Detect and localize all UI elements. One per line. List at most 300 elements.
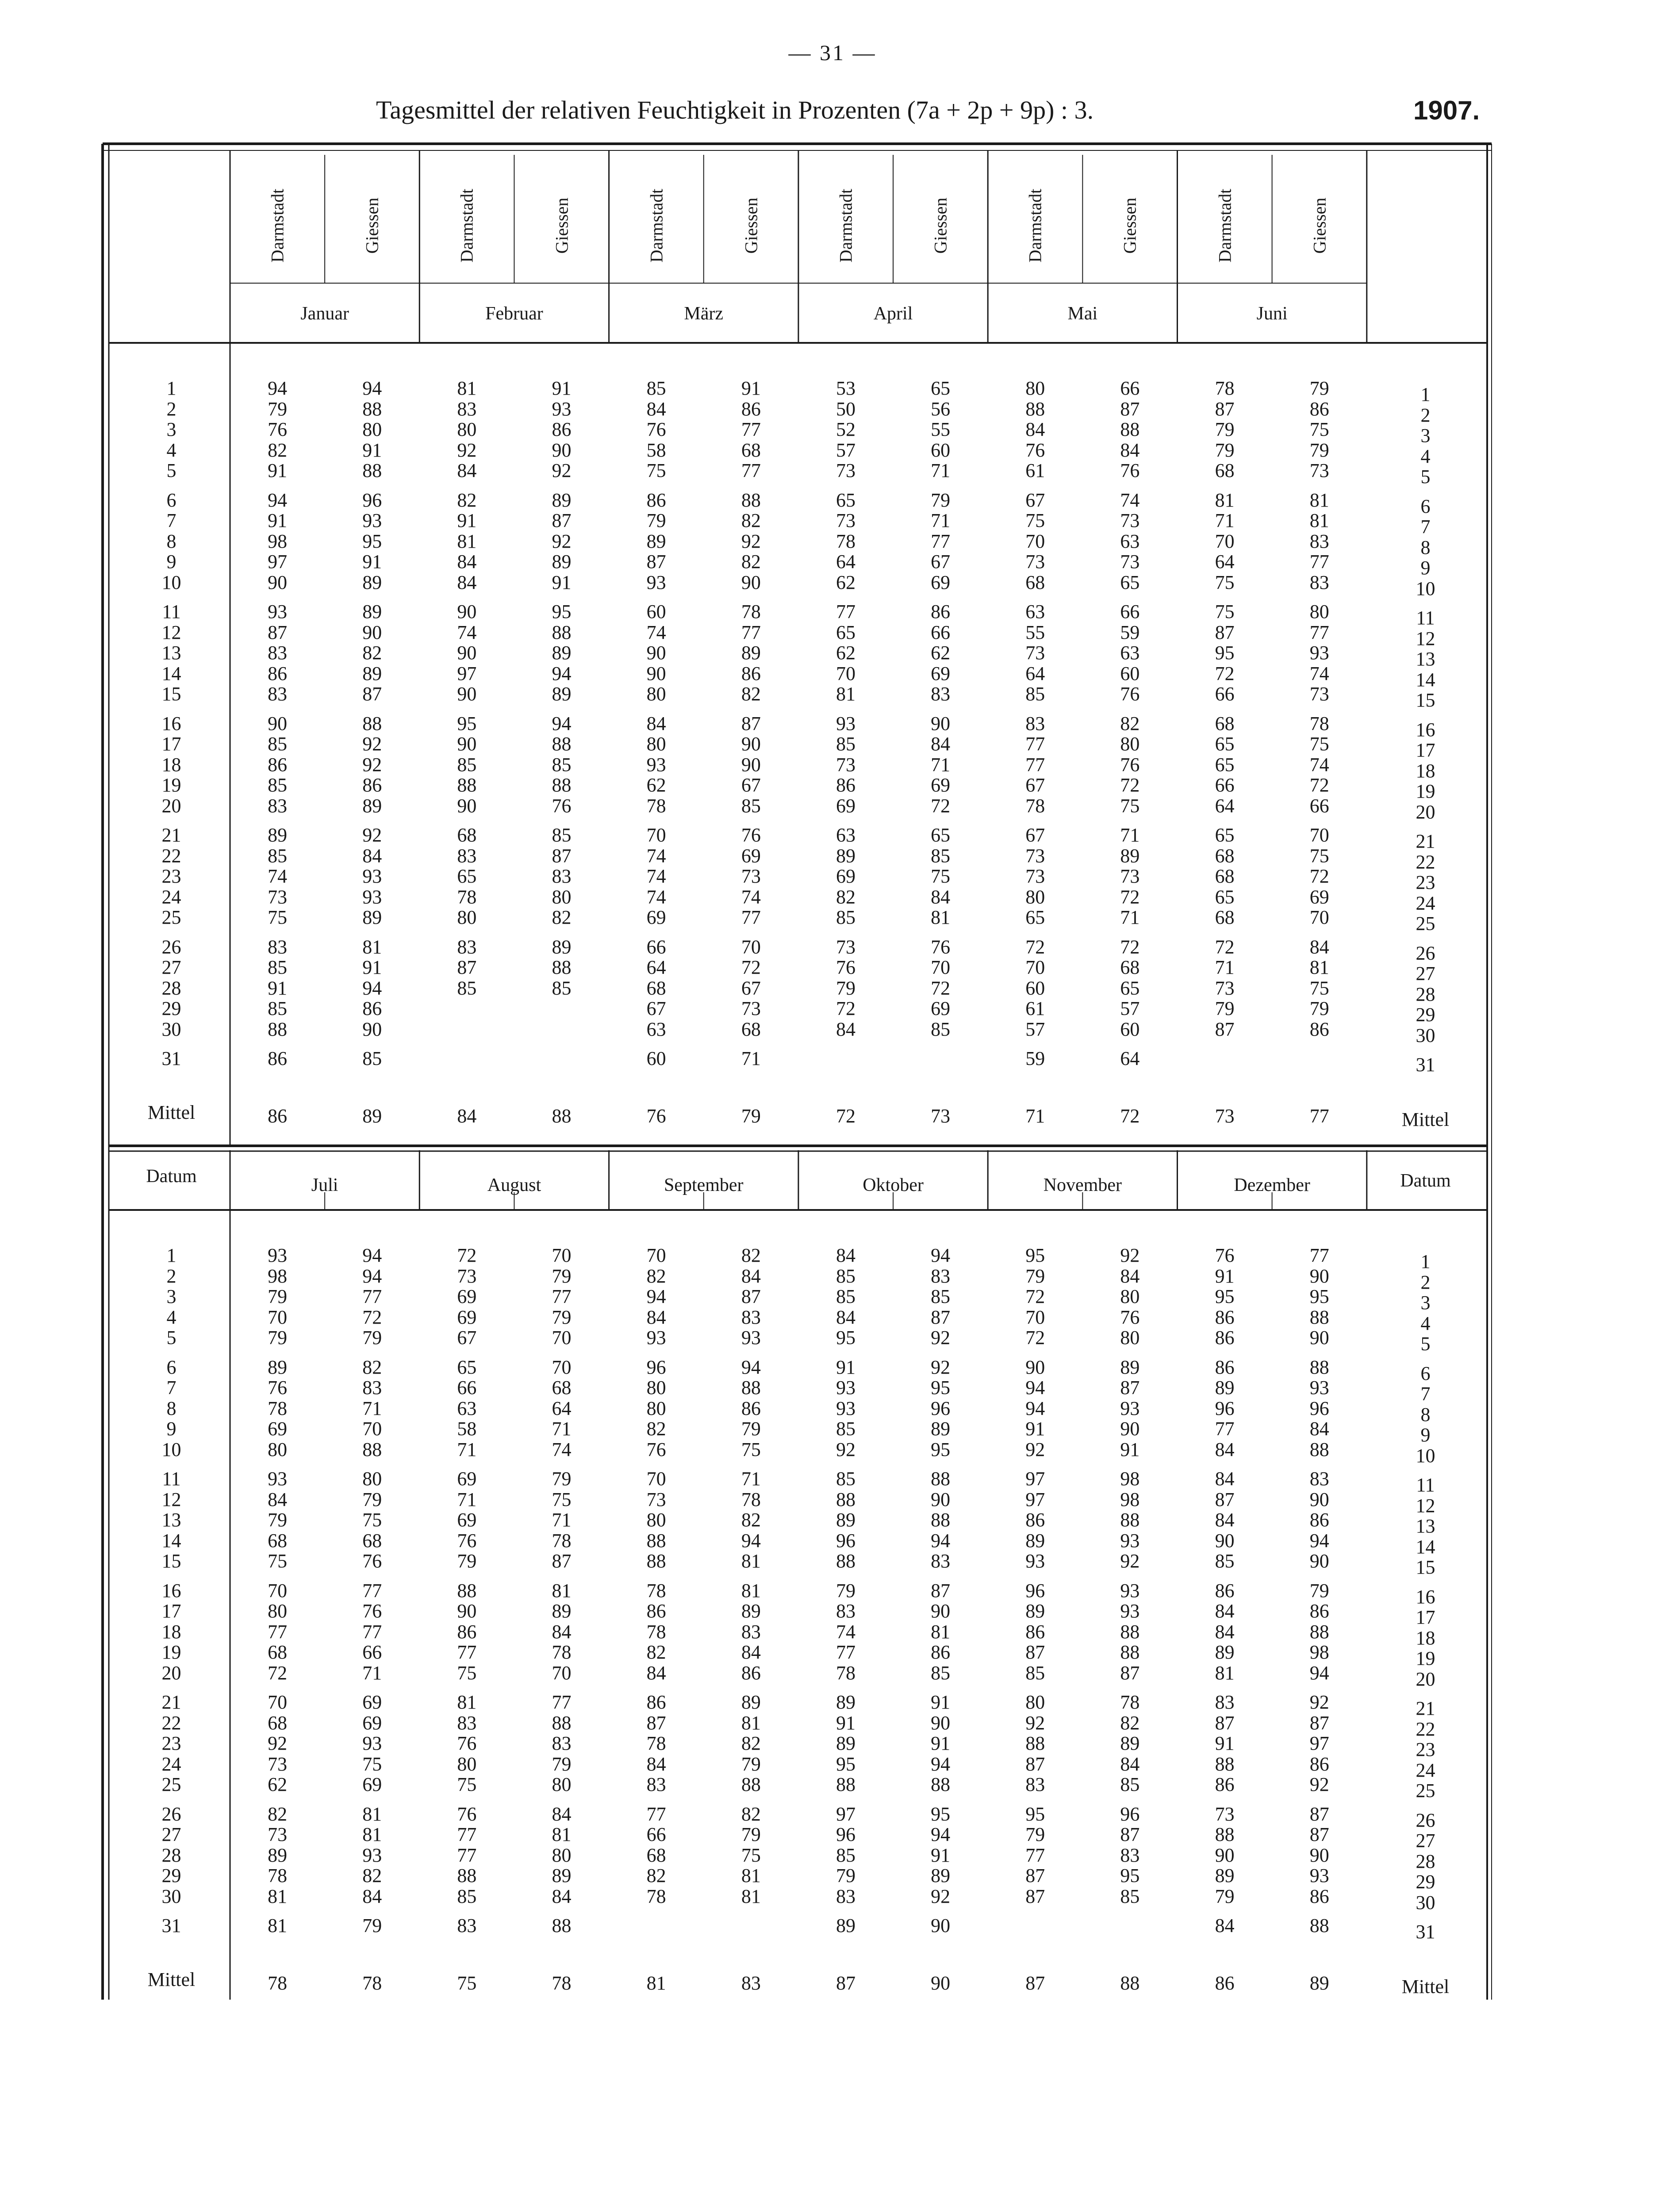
- table-cell-darmstadt: 71: [1215, 956, 1235, 978]
- table-cell-darmstadt: 73: [836, 936, 856, 958]
- table-cell-giessen: 94: [931, 1824, 951, 1845]
- datum-header-left-2: Datum: [146, 1166, 197, 1187]
- table-cell-giessen: 88: [1120, 1509, 1140, 1531]
- day-label-left: 20: [161, 1662, 181, 1684]
- table-cell-darmstadt: 78: [1215, 377, 1235, 399]
- table-cell-darmstadt: 85: [836, 1265, 856, 1287]
- table-cell-giessen: 89: [552, 1865, 572, 1886]
- table-cell-giessen: 94: [362, 377, 382, 399]
- table-cell-giessen: 84: [362, 1885, 382, 1907]
- table-cell-darmstadt: 63: [836, 824, 856, 846]
- table-cell-darmstadt: 75: [1025, 510, 1045, 531]
- table-cell-darmstadt: 67: [1025, 774, 1045, 796]
- table-cell-giessen: 84: [552, 1803, 572, 1825]
- mittel-giessen: 88: [552, 1105, 572, 1127]
- station-giessen: Giessen: [741, 197, 761, 254]
- table-cell-giessen: 85: [931, 1662, 951, 1684]
- station-giessen: Giessen: [1309, 197, 1330, 254]
- table-cell-giessen: 98: [1120, 1468, 1140, 1490]
- table-cell-giessen: 75: [1309, 419, 1329, 440]
- table-cell-giessen: 83: [552, 1732, 572, 1754]
- day-label-right: 26: [1416, 1809, 1435, 1831]
- table-cell-giessen: 77: [741, 621, 761, 643]
- mittel-darmstadt: 75: [457, 1972, 477, 1994]
- table-cell-giessen: 71: [741, 1048, 761, 1069]
- table-cell-giessen: 80: [1309, 601, 1329, 622]
- table-cell-giessen: 95: [552, 601, 572, 622]
- month-label: Januar: [300, 303, 349, 324]
- table-cell-giessen: 88: [362, 712, 382, 734]
- table-cell-giessen: 83: [552, 865, 572, 887]
- table-cell-giessen: 75: [1120, 795, 1140, 817]
- station-giessen: Giessen: [552, 197, 572, 254]
- table-cell-darmstadt: 69: [457, 1286, 477, 1307]
- table-cell-darmstadt: 98: [268, 530, 288, 552]
- table-cell-giessen: 63: [1120, 530, 1140, 552]
- table-cell-darmstadt: 70: [1215, 530, 1235, 552]
- table-cell-giessen: 81: [741, 1712, 761, 1734]
- table-cell-darmstadt: 95: [457, 712, 477, 734]
- mittel-giessen: 78: [362, 1972, 382, 1994]
- table-cell-darmstadt: 80: [646, 683, 666, 705]
- table-cell-giessen: 76: [1120, 1306, 1140, 1328]
- day-label-left: 21: [161, 824, 181, 846]
- table-cell-giessen: 82: [741, 1509, 761, 1531]
- table-cell-darmstadt: 78: [836, 530, 856, 552]
- table-cell-darmstadt: 82: [268, 1803, 288, 1825]
- table-cell-giessen: 81: [552, 1579, 572, 1601]
- table-cell-darmstadt: 67: [646, 998, 666, 1019]
- table-cell-darmstadt: 81: [457, 530, 477, 552]
- table-cell-darmstadt: 75: [268, 1550, 288, 1572]
- table-cell-darmstadt: 60: [646, 601, 666, 622]
- table-cell-darmstadt: 86: [646, 489, 666, 511]
- table-cell-giessen: 75: [362, 1753, 382, 1775]
- table-cell-darmstadt: 91: [268, 460, 288, 481]
- table-cell-darmstadt: 84: [646, 1753, 666, 1775]
- table-cell-giessen: 93: [741, 1327, 761, 1348]
- table-cell-darmstadt: 74: [646, 865, 666, 887]
- table-cell-darmstadt: 76: [457, 1529, 477, 1551]
- table-cell-darmstadt: 75: [268, 906, 288, 928]
- table-cell-darmstadt: 77: [457, 1844, 477, 1866]
- table-cell-darmstadt: 90: [1025, 1356, 1045, 1378]
- day-label-left: 31: [161, 1048, 181, 1069]
- table-cell-darmstadt: 72: [1215, 662, 1235, 684]
- day-label-right: 12: [1416, 627, 1435, 649]
- day-label-left: 13: [161, 1509, 181, 1531]
- table-cell-giessen: 86: [362, 774, 382, 796]
- day-label-right: 11: [1416, 607, 1435, 629]
- table-cell-darmstadt: 89: [1215, 1865, 1235, 1886]
- table-cell-darmstadt: 83: [268, 795, 288, 817]
- table-cell-giessen: 90: [741, 571, 761, 593]
- table-cell-giessen: 93: [362, 865, 382, 887]
- table-cell-giessen: 89: [362, 662, 382, 684]
- table-cell-giessen: 86: [1309, 1509, 1329, 1531]
- table-cell-darmstadt: 66: [457, 1377, 477, 1398]
- day-label-left: 12: [161, 1488, 181, 1510]
- table-cell-giessen: 79: [741, 1753, 761, 1775]
- table-cell-darmstadt: 90: [268, 712, 288, 734]
- table-cell-darmstadt: 95: [1215, 1286, 1235, 1307]
- station-darmstadt: Darmstadt: [1025, 188, 1045, 263]
- table-cell-darmstadt: 83: [457, 845, 477, 867]
- day-label-right: 10: [1416, 577, 1435, 599]
- table-cell-darmstadt: 78: [1025, 795, 1045, 817]
- table-cell-giessen: 88: [362, 460, 382, 481]
- table-cell-darmstadt: 83: [1025, 712, 1045, 734]
- table-cell-darmstadt: 72: [268, 1662, 288, 1684]
- table-cell-giessen: 89: [362, 906, 382, 928]
- table-cell-darmstadt: 65: [457, 1356, 477, 1378]
- table-cell-giessen: 70: [1309, 824, 1329, 846]
- mittel-darmstadt: 86: [268, 1105, 288, 1127]
- table-cell-giessen: 89: [931, 1418, 951, 1440]
- table-cell-giessen: 90: [1120, 1418, 1140, 1440]
- table-cell-giessen: 71: [1120, 824, 1140, 846]
- table-cell-darmstadt: 90: [1215, 1529, 1235, 1551]
- table-cell-darmstadt: 70: [836, 662, 856, 684]
- day-label-left: 27: [161, 956, 181, 978]
- table-cell-darmstadt: 80: [457, 906, 477, 928]
- table-cell-giessen: 79: [1309, 439, 1329, 461]
- table-cell-darmstadt: 77: [1025, 733, 1045, 755]
- table-cell-darmstadt: 88: [1215, 1753, 1235, 1775]
- table-cell-darmstadt: 83: [457, 936, 477, 958]
- day-label-right: 30: [1416, 1024, 1435, 1046]
- table-cell-darmstadt: 83: [268, 936, 288, 958]
- page-title: Tagesmittel der relativen Feuchtigkeit in Prozenten (7a + 2p + 9p) : 3.: [376, 96, 1094, 124]
- table-cell-giessen: 73: [1120, 551, 1140, 572]
- table-cell-darmstadt: 66: [1215, 683, 1235, 705]
- mittel-giessen: 89: [362, 1105, 382, 1127]
- table-cell-darmstadt: 73: [268, 886, 288, 908]
- table-cell-giessen: 80: [552, 1774, 572, 1795]
- table-cell-giessen: 88: [552, 774, 572, 796]
- month-label: September: [664, 1175, 744, 1195]
- table-cell-darmstadt: 91: [268, 977, 288, 999]
- day-label-left: 7: [166, 510, 176, 531]
- table-cell-darmstadt: 89: [268, 1356, 288, 1378]
- table-cell-darmstadt: 81: [457, 1691, 477, 1713]
- table-cell-giessen: 86: [741, 662, 761, 684]
- table-cell-giessen: 64: [1120, 1048, 1140, 1069]
- table-cell-darmstadt: 77: [646, 1803, 666, 1825]
- table-cell-darmstadt: 87: [646, 1712, 666, 1734]
- table-cell-giessen: 95: [362, 530, 382, 552]
- day-label-right: 19: [1416, 780, 1435, 802]
- table-cell-darmstadt: 79: [268, 398, 288, 420]
- table-cell-giessen: 83: [931, 1265, 951, 1287]
- table-cell-giessen: 90: [931, 1915, 951, 1936]
- table-cell-giessen: 77: [552, 1286, 572, 1307]
- day-label-left: 25: [161, 1774, 181, 1795]
- table-cell-giessen: 87: [1120, 1377, 1140, 1398]
- table-cell-darmstadt: 70: [268, 1306, 288, 1328]
- table-cell-darmstadt: 70: [646, 824, 666, 846]
- table-cell-giessen: 87: [1309, 1803, 1329, 1825]
- table-cell-darmstadt: 53: [836, 377, 856, 399]
- table-cell-giessen: 69: [362, 1774, 382, 1795]
- day-label-left: 7: [166, 1377, 176, 1398]
- table-cell-darmstadt: 65: [1215, 733, 1235, 755]
- table-cell-giessen: 93: [362, 510, 382, 531]
- table-cell-darmstadt: 83: [457, 398, 477, 420]
- table-cell-giessen: 95: [931, 1803, 951, 1825]
- table-cell-giessen: 90: [1309, 1844, 1329, 1866]
- table-cell-darmstadt: 93: [836, 1377, 856, 1398]
- table-cell-giessen: 82: [741, 551, 761, 572]
- table-cell-darmstadt: 67: [1025, 489, 1045, 511]
- table-cell-darmstadt: 80: [1025, 1691, 1045, 1713]
- table-cell-darmstadt: 89: [1025, 1529, 1045, 1551]
- day-label-left: 6: [166, 489, 176, 511]
- table-cell-giessen: 90: [362, 621, 382, 643]
- table-cell-darmstadt: 85: [836, 906, 856, 928]
- table-cell-giessen: 73: [1309, 683, 1329, 705]
- table-cell-giessen: 91: [931, 1844, 951, 1866]
- station-darmstadt: Darmstadt: [267, 188, 288, 263]
- day-label-right: 25: [1416, 1780, 1435, 1801]
- table-cell-darmstadt: 81: [1215, 489, 1235, 511]
- table-cell-darmstadt: 87: [1025, 1641, 1045, 1663]
- day-label-right: 8: [1420, 536, 1431, 558]
- day-label-left: 5: [166, 1327, 176, 1348]
- day-label-right: 2: [1420, 1271, 1431, 1293]
- table-cell-darmstadt: 88: [1025, 1732, 1045, 1754]
- table-cell-giessen: 80: [362, 419, 382, 440]
- table-cell-darmstadt: 88: [268, 1018, 288, 1040]
- table-cell-darmstadt: 73: [1025, 551, 1045, 572]
- table-cell-giessen: 92: [931, 1885, 951, 1907]
- month-label: Dezember: [1234, 1175, 1310, 1195]
- table-cell-darmstadt: 87: [1025, 1885, 1045, 1907]
- table-cell-darmstadt: 87: [646, 551, 666, 572]
- table-cell-giessen: 66: [931, 621, 951, 643]
- table-cell-giessen: 87: [741, 1286, 761, 1307]
- table-cell-giessen: 69: [362, 1712, 382, 1734]
- table-cell-darmstadt: 85: [1025, 1662, 1045, 1684]
- day-label-left: 29: [161, 998, 181, 1019]
- table-cell-giessen: 70: [741, 936, 761, 958]
- table-cell-giessen: 88: [1120, 1621, 1140, 1643]
- table-cell-giessen: 77: [1309, 551, 1329, 572]
- table-cell-darmstadt: 78: [646, 1579, 666, 1601]
- table-cell-giessen: 84: [552, 1885, 572, 1907]
- table-cell-darmstadt: 84: [1025, 419, 1045, 440]
- table-cell-darmstadt: 62: [836, 571, 856, 593]
- table-cell-giessen: 89: [362, 795, 382, 817]
- table-cell-giessen: 71: [552, 1509, 572, 1531]
- table-cell-giessen: 92: [362, 753, 382, 776]
- table-cell-giessen: 84: [552, 1621, 572, 1643]
- table-cell-darmstadt: 79: [268, 1327, 288, 1348]
- table-cell-giessen: 92: [362, 824, 382, 846]
- day-label-left: 15: [161, 1550, 181, 1572]
- table-cell-darmstadt: 61: [1025, 998, 1045, 1019]
- table-cell-giessen: 94: [362, 977, 382, 999]
- day-label-left: 24: [161, 886, 181, 908]
- table-cell-darmstadt: 73: [836, 460, 856, 481]
- table-cell-darmstadt: 94: [646, 1286, 666, 1307]
- mittel-giessen: 83: [741, 1972, 761, 1994]
- day-label-left: 26: [161, 1803, 181, 1825]
- table-cell-giessen: 66: [1309, 795, 1329, 817]
- day-label-left: 14: [161, 1529, 181, 1551]
- day-label-right: 14: [1416, 668, 1435, 691]
- month-label: Juni: [1256, 303, 1288, 324]
- table-cell-darmstadt: 87: [1025, 1753, 1045, 1775]
- table-cell-giessen: 77: [552, 1691, 572, 1713]
- table-cell-darmstadt: 92: [457, 439, 477, 461]
- table-cell-giessen: 70: [1309, 906, 1329, 928]
- table-cell-giessen: 84: [931, 886, 951, 908]
- table-cell-giessen: 90: [931, 712, 951, 734]
- table-cell-giessen: 89: [931, 1865, 951, 1886]
- table-cell-giessen: 79: [362, 1327, 382, 1348]
- table-cell-darmstadt: 74: [268, 865, 288, 887]
- table-cell-giessen: 76: [1120, 753, 1140, 776]
- table-cell-giessen: 83: [1309, 530, 1329, 552]
- table-cell-darmstadt: 68: [457, 824, 477, 846]
- table-cell-giessen: 89: [552, 683, 572, 705]
- table-cell-giessen: 85: [931, 1018, 951, 1040]
- day-label-right: 15: [1416, 1556, 1435, 1578]
- table-cell-darmstadt: 68: [268, 1529, 288, 1551]
- table-cell-giessen: 84: [1309, 936, 1329, 958]
- table-cell-darmstadt: 76: [457, 1803, 477, 1825]
- table-cell-darmstadt: 64: [646, 956, 666, 978]
- day-label-right: 25: [1416, 913, 1435, 934]
- table-cell-giessen: 96: [931, 1397, 951, 1419]
- table-cell-darmstadt: 64: [1215, 795, 1235, 817]
- table-cell-giessen: 82: [552, 906, 572, 928]
- table-cell-giessen: 72: [931, 977, 951, 999]
- table-cell-giessen: 86: [931, 1641, 951, 1663]
- day-label-left: 8: [166, 1397, 176, 1419]
- table-cell-darmstadt: 89: [1215, 1641, 1235, 1663]
- table-cell-darmstadt: 85: [1025, 683, 1045, 705]
- table-cell-giessen: 93: [362, 1732, 382, 1754]
- table-cell-giessen: 89: [552, 936, 572, 958]
- mittel-giessen: 89: [1309, 1972, 1329, 1994]
- table-cell-giessen: 87: [931, 1579, 951, 1601]
- mittel-darmstadt: 81: [646, 1972, 666, 1994]
- table-cell-giessen: 85: [552, 977, 572, 999]
- day-label-left: 26: [161, 936, 181, 958]
- table-cell-darmstadt: 82: [646, 1641, 666, 1663]
- table-cell-darmstadt: 82: [646, 1865, 666, 1886]
- day-label-left: 15: [161, 683, 181, 705]
- table-cell-darmstadt: 74: [646, 621, 666, 643]
- table-cell-giessen: 79: [552, 1468, 572, 1490]
- table-cell-darmstadt: 78: [646, 795, 666, 817]
- table-cell-darmstadt: 85: [457, 753, 477, 776]
- table-cell-giessen: 92: [552, 530, 572, 552]
- day-label-right: 11: [1416, 1474, 1435, 1496]
- day-label-left: 17: [161, 733, 181, 755]
- day-label-left: 16: [161, 1579, 181, 1601]
- table-cell-giessen: 68: [1120, 956, 1140, 978]
- table-cell-darmstadt: 77: [1025, 1844, 1045, 1866]
- table-cell-giessen: 85: [931, 845, 951, 867]
- table-cell-giessen: 80: [552, 886, 572, 908]
- table-cell-giessen: 84: [1120, 1753, 1140, 1775]
- table-cell-giessen: 78: [741, 1488, 761, 1510]
- table-cell-darmstadt: 77: [457, 1641, 477, 1663]
- table-cell-darmstadt: 87: [1215, 621, 1235, 643]
- table-cell-giessen: 94: [741, 1529, 761, 1551]
- table-cell-giessen: 91: [552, 377, 572, 399]
- table-cell-giessen: 87: [1309, 1824, 1329, 1845]
- table-cell-giessen: 95: [1120, 1865, 1140, 1886]
- day-label-right: 9: [1420, 1424, 1431, 1446]
- table-cell-giessen: 74: [1120, 489, 1140, 511]
- table-cell-giessen: 81: [1309, 510, 1329, 531]
- table-cell-darmstadt: 83: [268, 683, 288, 705]
- table-cell-giessen: 78: [741, 601, 761, 622]
- table-cell-darmstadt: 86: [646, 1600, 666, 1622]
- table-cell-darmstadt: 62: [646, 774, 666, 796]
- table-cell-giessen: 87: [552, 510, 572, 531]
- table-cell-giessen: 76: [1120, 683, 1140, 705]
- table-cell-darmstadt: 87: [1025, 1865, 1045, 1886]
- table-cell-darmstadt: 90: [646, 642, 666, 664]
- table-cell-darmstadt: 86: [1215, 1356, 1235, 1378]
- day-label-right: 20: [1416, 801, 1435, 823]
- table-cell-giessen: 66: [362, 1641, 382, 1663]
- table-cell-giessen: 66: [1120, 377, 1140, 399]
- table-cell-darmstadt: 76: [268, 1377, 288, 1398]
- table-cell-giessen: 85: [362, 1048, 382, 1069]
- table-cell-darmstadt: 75: [457, 1774, 477, 1795]
- table-cell-darmstadt: 85: [457, 1885, 477, 1907]
- table-cell-darmstadt: 92: [1025, 1712, 1045, 1734]
- table-cell-darmstadt: 89: [1025, 1600, 1045, 1622]
- table-cell-giessen: 78: [552, 1529, 572, 1551]
- table-cell-giessen: 80: [1120, 1286, 1140, 1307]
- table-cell-darmstadt: 78: [268, 1865, 288, 1886]
- table-cell-darmstadt: 93: [646, 571, 666, 593]
- table-cell-giessen: 69: [931, 998, 951, 1019]
- table-cell-giessen: 87: [1120, 1662, 1140, 1684]
- table-cell-darmstadt: 65: [836, 621, 856, 643]
- table-cell-giessen: 60: [1120, 662, 1140, 684]
- day-label-right: 29: [1416, 1871, 1435, 1893]
- table-cell-darmstadt: 70: [268, 1691, 288, 1713]
- table-cell-giessen: 82: [741, 683, 761, 705]
- table-cell-darmstadt: 70: [646, 1468, 666, 1490]
- table-cell-darmstadt: 70: [1025, 1306, 1045, 1328]
- table-cell-darmstadt: 90: [1215, 1844, 1235, 1866]
- table-cell-giessen: 77: [362, 1579, 382, 1601]
- table-cell-darmstadt: 93: [836, 712, 856, 734]
- day-label-left: 28: [161, 977, 181, 999]
- day-label-left: 30: [161, 1018, 181, 1040]
- table-cell-giessen: 91: [741, 377, 761, 399]
- table-cell-darmstadt: 77: [1025, 753, 1045, 776]
- table-cell-darmstadt: 72: [457, 1244, 477, 1266]
- table-cell-giessen: 92: [1120, 1550, 1140, 1572]
- table-cell-darmstadt: 65: [836, 489, 856, 511]
- table-cell-darmstadt: 65: [1215, 886, 1235, 908]
- mittel-giessen: 73: [931, 1105, 951, 1127]
- table-cell-darmstadt: 68: [646, 1844, 666, 1866]
- table-cell-giessen: 92: [1309, 1774, 1329, 1795]
- table-cell-giessen: 89: [552, 1600, 572, 1622]
- table-cell-giessen: 76: [931, 936, 951, 958]
